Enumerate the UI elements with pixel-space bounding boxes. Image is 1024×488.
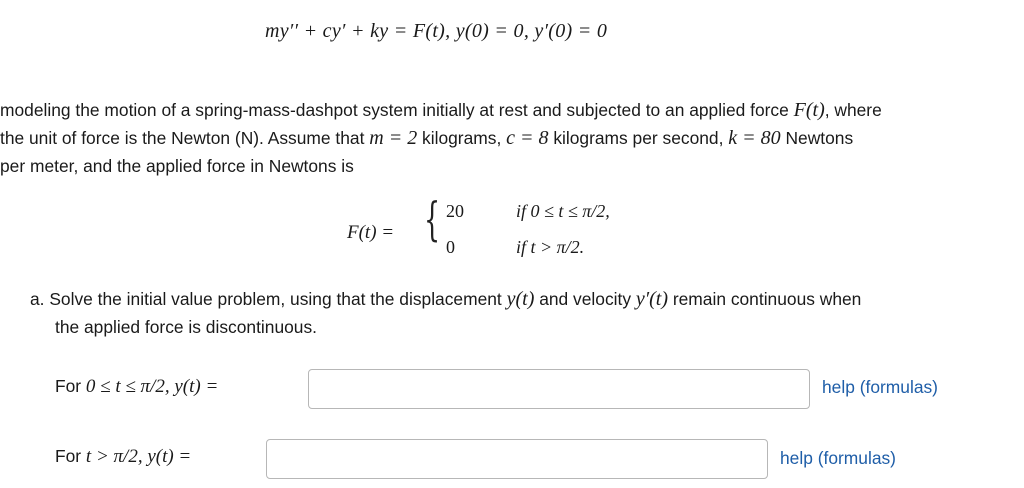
case2-value: 0 xyxy=(446,237,455,257)
case1-value: 20 xyxy=(446,201,464,221)
intro-line-1 xyxy=(0,96,882,124)
answer-2-label xyxy=(55,446,191,468)
answer-2-input[interactable] xyxy=(266,439,768,479)
question-a-line-2: the applied force is discontinuous. xyxy=(55,317,317,337)
case2-condition: if t > π/2. xyxy=(516,237,585,257)
answer-1-input[interactable] xyxy=(308,369,810,409)
intro-line-2 xyxy=(0,124,853,152)
intro-text: , where xyxy=(824,100,882,120)
intro-text: kilograms, xyxy=(417,128,507,148)
question-text: a. Solve the initial value problem, using that the displacement xyxy=(30,289,507,309)
help-formulas-link[interactable]: help (formulas) xyxy=(822,377,938,397)
intro-text: kilograms per second, xyxy=(548,128,729,148)
answer-label-text: For xyxy=(55,376,86,396)
case1-condition: if 0 ≤ t ≤ π/2, xyxy=(516,201,610,221)
intro-line-3 xyxy=(0,152,354,180)
intro-text: modeling the motion of a spring-mass-dashpot system initially at rest and subjected to an applied force xyxy=(0,100,794,120)
question-math: y(t) xyxy=(506,288,535,310)
intro-math: m = 2 xyxy=(369,127,418,149)
question-math: y′(t) xyxy=(635,288,668,310)
help-formulas-link[interactable]: help (formulas) xyxy=(780,448,896,468)
ode-text: my′′ + cy′ + ky = F(t), y(0) = 0, y′(0) = 0 xyxy=(265,20,608,42)
intro-text: per meter, and the applied force in Newtons is xyxy=(0,156,354,176)
piecewise-lhs: F(t) = xyxy=(347,222,395,243)
question-text: remain continuous when xyxy=(668,289,862,309)
intro-math: F(t) xyxy=(793,99,825,121)
question-a xyxy=(30,285,861,313)
intro-text: the unit of force is the Newton (N). Assume that xyxy=(0,128,370,148)
question-text: and velocity xyxy=(534,289,636,309)
ode-equation xyxy=(265,20,607,43)
answer-label-math: t > π/2, y(t) = xyxy=(85,446,192,467)
left-brace: { xyxy=(424,192,441,246)
intro-math: c = 8 xyxy=(506,127,549,149)
intro-math: k = 80 xyxy=(728,127,781,149)
answer-label-text: For xyxy=(55,446,86,466)
intro-text: Newtons xyxy=(780,128,854,148)
answer-label-math: 0 ≤ t ≤ π/2, y(t) = xyxy=(85,376,219,397)
answer-1-label xyxy=(55,376,218,398)
